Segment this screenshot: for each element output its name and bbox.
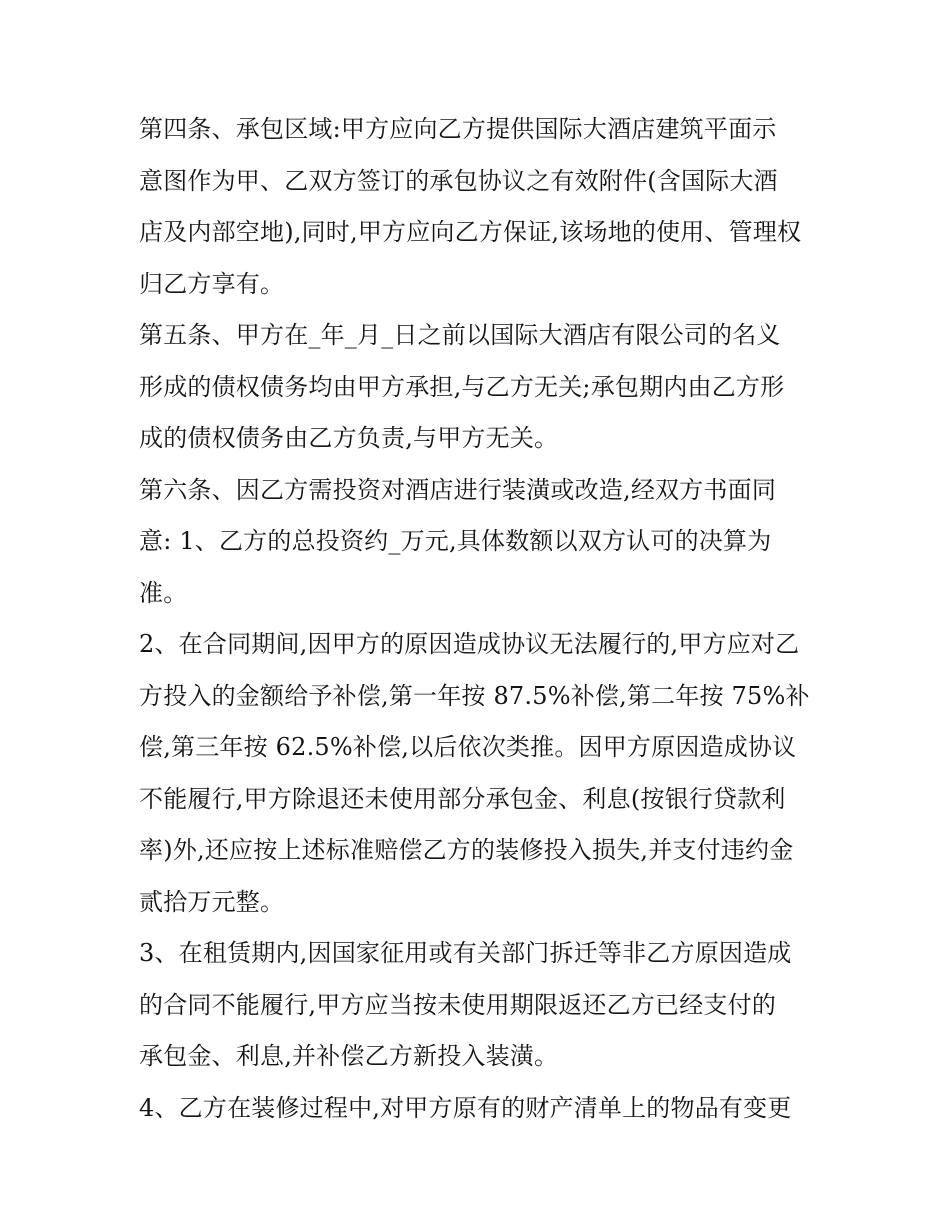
article-4-paragraph bbox=[139, 104, 819, 310]
clause-2-paragraph bbox=[139, 619, 819, 928]
text-line: 承包金、利息,并补偿乙方新投入装潢。 bbox=[139, 1042, 559, 1070]
text-line: 3、在租赁期内,因国家征用或有关部门拆迁等非乙方原因造成 bbox=[139, 939, 792, 967]
clause-3-paragraph bbox=[139, 928, 819, 1083]
text-line: 第五条、甲方在_年_月_日之前以国际大酒店有限公司的名义 bbox=[139, 321, 781, 349]
text-line: 意: 1、乙方的总投资约_万元,具体数额以双方认可的决算为 bbox=[139, 527, 772, 555]
text-line: 2、在合同期间,因甲方的原因造成协议无法履行的,甲方应对乙 bbox=[139, 630, 800, 658]
document-body bbox=[139, 104, 819, 1134]
article-5-paragraph bbox=[139, 310, 819, 465]
text-line: 第四条、承包区域:甲方应向乙方提供国际大酒店建筑平面示 bbox=[139, 115, 777, 143]
text-line: 贰拾万元整。 bbox=[139, 887, 285, 916]
text-line: 准。 bbox=[139, 578, 188, 607]
text-line: 的合同不能履行,甲方应当按未使用期限返还乙方已经支付的 bbox=[139, 990, 777, 1019]
text-line: 偿,第三年按 62.5%补偿,以后依次类推。因甲方原因造成协议 bbox=[139, 733, 797, 761]
text-line: 率)外,还应按上述标准赔偿乙方的装修投入损失,并支付违约金 bbox=[139, 836, 794, 864]
text-line: 成的债权债务由乙方负责,与甲方无关。 bbox=[139, 424, 559, 452]
text-line: 第六条、因乙方需投资对酒店进行装潢或改造,经双方书面同 bbox=[139, 475, 777, 504]
text-line: 形成的债权债务均由甲方承担,与乙方无关;承包期内由乙方形 bbox=[139, 372, 785, 401]
text-line: 方投入的金额给予补偿,第一年按 87.5%补偿,第二年按 75%补 bbox=[139, 681, 810, 710]
article-6-paragraph bbox=[139, 465, 819, 620]
text-line: 意图作为甲、乙双方签订的承包协议之有效附件(含国际大酒 bbox=[139, 166, 778, 195]
text-line: 归乙方享有。 bbox=[139, 269, 285, 298]
text-line: 4、乙方在装修过程中,对甲方原有的财产清单上的物品有变更 bbox=[139, 1093, 792, 1122]
clause-4-paragraph bbox=[139, 1083, 819, 1135]
text-line: 不能履行,甲方除退还未使用部分承包金、利息(按银行贷款利 bbox=[139, 784, 786, 813]
text-line: 店及内部空地),同时,甲方应向乙方保证,该场地的使用、管理权 bbox=[139, 218, 802, 246]
